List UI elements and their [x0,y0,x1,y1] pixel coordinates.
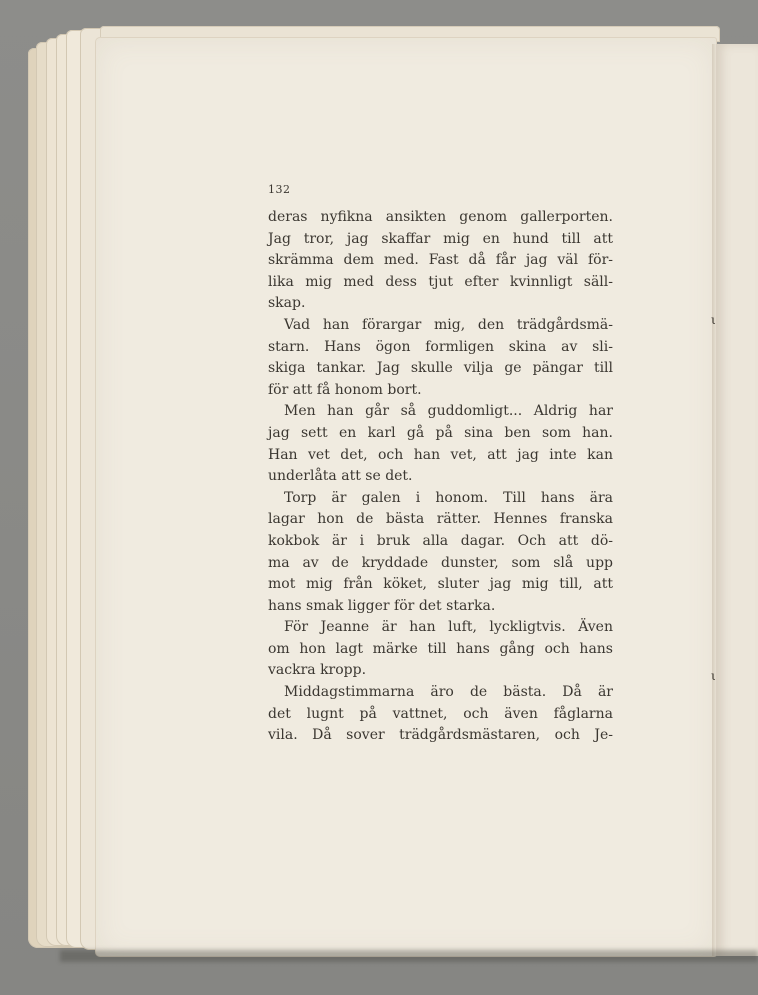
text-line: om hon lagt märke till hans gång och hans [268,640,613,657]
text-line: Jag tror, jag skaffar mig en hund till att [268,230,613,247]
text-line: skiga tankar. Jag skulle vilja ge pängar till [268,360,613,377]
text-line: Han vet det, och han vet, att jag inte kan [268,446,613,463]
bleed-through-mark: ι [711,669,716,683]
text-line: vila. Då sover trädgårdsmästaren, och Je- [268,727,613,744]
text-line: hans smak ligger för det starka. [268,597,496,614]
text-line: lagar hon de bästa rätter. Hennes franska [268,511,613,528]
text-line: Vad han förargar mig, den trädgårdsmä- [284,316,613,333]
page-shadow [60,950,758,962]
text-line: vackra kropp. [268,662,367,679]
text-line: underlåta att se det. [268,468,413,485]
page-number: 132 [268,183,291,196]
text-line: det lugnt på vattnet, och även fåglarna [268,705,613,722]
text-line: För Jeanne är han luft, lyckligtvis. Även [284,619,613,636]
text-line: skap. [268,295,306,312]
text-line: Middagstimmarna äro de bästa. Då är [284,684,613,701]
text-line: deras nyfikna ansikten genom gallerporten. [268,209,613,225]
body-text [268,207,613,747]
text-line: starn. Hans ögon formligen skina av sli- [268,338,613,355]
text-line: lika mig med dess tjut efter kvinnligt säll- [268,273,613,290]
text-line: ma av de kryddade dunster, som slå upp [268,554,613,571]
text-line: för att få honom bort. [268,381,422,398]
bleed-through-mark: ι [711,313,716,327]
text-line: Torp är galen i honom. Till hans ära [284,489,613,506]
text-line: jag sett en karl gå på sina ben som han. [268,424,613,441]
text-line: skrämma dem med. Fast då får jag väl för- [268,252,613,269]
text-line: kokbok är i bruk alla dagar. Och att dö- [268,532,613,549]
text-line: mot mig från köket, sluter jag mig till, att [268,576,613,593]
text-line: Men han går så guddomligt... Aldrig har [284,403,613,420]
facing-page-edge [716,44,758,956]
page-text-block [268,183,613,747]
